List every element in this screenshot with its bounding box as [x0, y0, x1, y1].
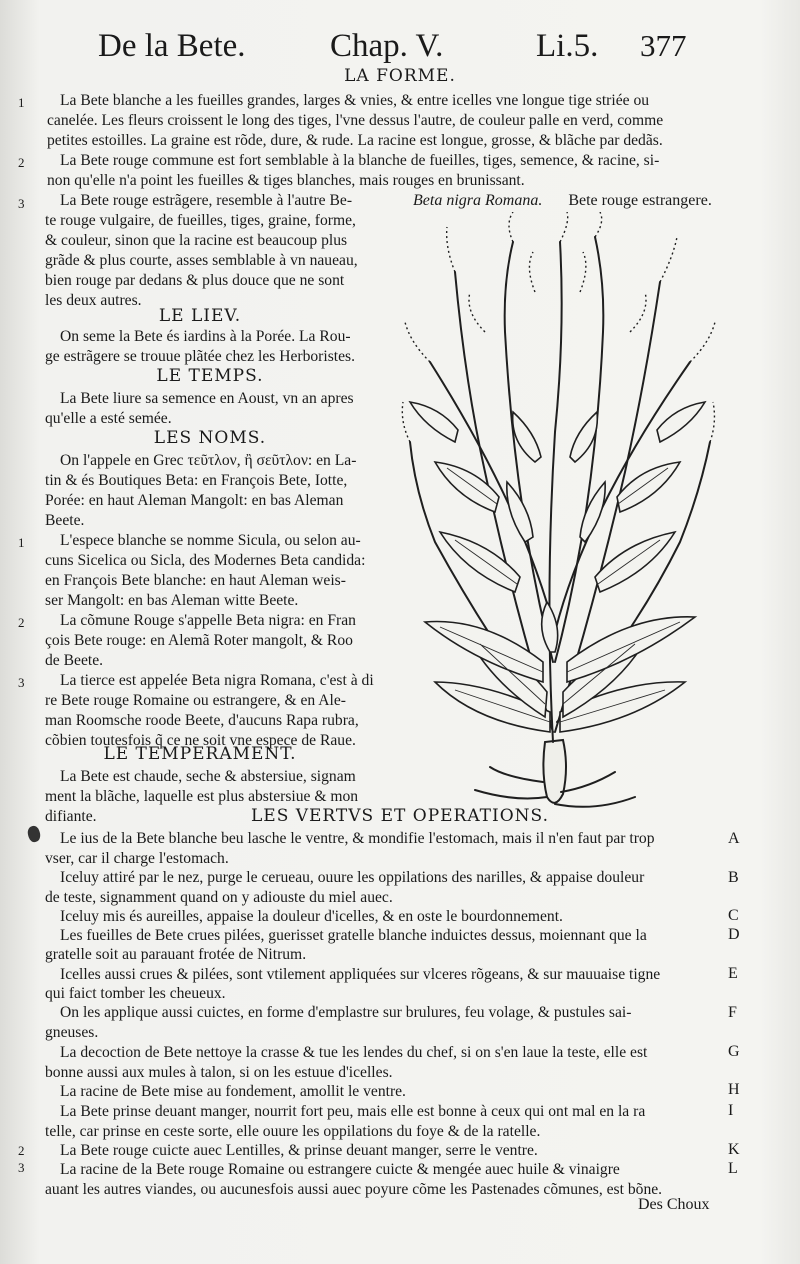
text-line: qui faict tomber les cheueux. — [45, 985, 226, 1002]
text-line: On les applique aussi cuictes, en forme d'emplastre sur brulures, feu volage, & pustules sai- — [60, 1004, 632, 1021]
text-line: difiante. — [45, 808, 97, 825]
text-line: La Bete prinse deuant manger, nourrit fort peu, mais elle est bonne à ceux qui ont mal en la ra — [60, 1103, 646, 1120]
margin-letter: E — [728, 965, 738, 982]
margin-number: 3 — [18, 675, 25, 690]
text-line: te rouge vulgaire, de fueilles, tiges, graine, forme, — [45, 212, 356, 229]
text-line: La racine de la Bete rouge Romaine ou estrangere cuicte & mengée auec huile & vinaigre — [60, 1161, 620, 1178]
figure-caption-latin: Beta nigra Romana. — [413, 192, 543, 209]
margin-number: 1 — [18, 95, 25, 110]
section-heading-temps: LE TEMPS. — [156, 366, 264, 386]
margin-number: 2 — [18, 615, 25, 630]
section-heading-lieu: LE LIEV. — [158, 306, 242, 326]
text-line: de Beete. — [45, 652, 104, 669]
text-line: telle, car prinse en ceste sorte, elle ouure les oppilations du foye & de la ratelle. — [45, 1123, 541, 1140]
text-line: cuns Sicelica ou Sicla, des Modernes Beta candida: — [45, 552, 366, 569]
text-line: non qu'elle n'a point les fueilles & tiges blanches, mais rouges en brunissant. — [47, 172, 525, 189]
text-line: La Bete rouge estrãgere, resemble à l'autre Be- — [60, 192, 353, 209]
margin-number: 3 — [18, 196, 25, 211]
margin-letter: G — [728, 1043, 740, 1060]
text-line: Beete. — [45, 512, 85, 529]
text-line: les deux autres. — [45, 292, 142, 309]
text-line: man Roomsche roode Beete, d'aucuns Rapa rubra, — [45, 712, 359, 729]
margin-letter: C — [728, 907, 739, 924]
running-head-chapter: Chap. V. — [330, 28, 444, 64]
text-line: La decoction de Bete nettoye la crasse & tue les lendes du chef, si on s'en laue la teste, elle est — [60, 1044, 648, 1061]
section-heading-noms: LES NOMS. — [153, 428, 267, 448]
text-line: & couleur, sinon que la racine est beaucoup plus — [45, 232, 348, 249]
text-line: La Bete blanche a les fueilles grandes, larges & vnies, & entre icelles vne longue tige striée ou — [60, 92, 650, 109]
figure-caption-french: Bete rouge estrangere. — [568, 192, 712, 209]
text-line: bonne aussi aux mules à talon, si on les estuue d'icelles. — [45, 1064, 393, 1081]
text-line: La Bete liure sa semence en Aoust, vn an apres — [60, 390, 354, 407]
running-head-book: Li.5. — [536, 28, 599, 64]
running-head-left: De la Bete. — [98, 28, 246, 64]
catchword: Des Choux — [638, 1196, 710, 1213]
section-heading-vertus: LES VERTVS ET OPERATIONS. — [251, 806, 549, 826]
text-line: auant les autres viandes, ou aucunesfois aussi auec poyure cõme les Pastenades cõmunes, est bõne. — [45, 1181, 663, 1198]
text-line: ment la blãche, laquelle est plus abstersiue & mon — [45, 788, 359, 805]
text-line: Les fueilles de Bete crues pilées, guerisset gratelle blanche induictes dessus, moiennant que la — [60, 927, 647, 944]
text-line: La tierce est appelée Beta nigra Romana, c'est à di — [60, 672, 374, 689]
text-line: La racine de Bete mise au fondement, amollit le ventre. — [60, 1083, 406, 1100]
text-line: On l'appele en Grec τεῦτλον, ἢ σεῦτλον: en La- — [60, 452, 357, 469]
text-line: La Bete rouge commune est fort semblable à la blanche de fueilles, tiges, semence, & racine, si- — [60, 152, 660, 169]
margin-number: 2 — [18, 1143, 25, 1158]
text-line: ge estrãgere se trouue plãtée chez les Herboristes. — [45, 348, 355, 365]
margin-letter: D — [728, 926, 740, 943]
text-line: petites estoilles. La graine est rõde, dure, & rude. La racine est longue, grosse, & blãche par dedãs. — [47, 132, 663, 149]
margin-letter: H — [728, 1081, 740, 1098]
section-heading-temperament: LE TEMPERAMENT. — [103, 744, 297, 764]
text-line: tin & és Boutiques Beta: en François Bete, Iotte, — [45, 472, 348, 489]
text-line: vser, car il charge l'estomach. — [45, 850, 229, 867]
text-line: gneuses. — [45, 1024, 99, 1041]
text-line: La Bete est chaude, seche & abstersiue, signam — [60, 768, 356, 785]
margin-letter: F — [728, 1004, 737, 1021]
margin-number: 2 — [18, 155, 25, 170]
beet-plant-woodcut — [395, 212, 720, 812]
text-line: çois Bete rouge: en Alemã Roter mangolt, & Roo — [45, 632, 353, 649]
text-line: canelée. Les fleurs croissent le long des tiges, l'vne dessus l'autre, de couleur palle en verd, comme — [47, 112, 664, 129]
margin-number: 3 — [18, 1160, 25, 1175]
margin-letter: B — [728, 869, 739, 886]
margin-letter: K — [728, 1141, 740, 1158]
margin-letter: L — [728, 1160, 738, 1177]
margin-number: 1 — [18, 535, 25, 550]
figure-caption — [413, 192, 712, 210]
text-line: cõbien toutesfois q̃ ce ne soit vne espece de Raue. — [45, 732, 356, 749]
text-line: grãde & plus courte, asses semblable à vn naueau, — [45, 252, 358, 269]
text-line: Iceluy mis és aureilles, appaise la douleur d'icelles, & en oste le bourdonnement. — [60, 908, 563, 925]
text-line: re Bete rouge Romaine ou estrangere, & en Ale- — [45, 692, 346, 709]
text-line: de teste, signamment quand on y adiouste du miel auec. — [45, 889, 393, 906]
page-number: 377 — [640, 28, 687, 63]
text-line: Le ius de la Bete blanche beu lasche le ventre, & mondifie l'estomach, mais il n'en faut par trop — [60, 830, 655, 847]
text-line: gratelle soit au parauant frotée de Nitrum. — [45, 946, 307, 963]
text-line: L'espece blanche se nomme Sicula, ou selon au- — [60, 532, 361, 549]
text-line: ser Mangolt: en bas Aleman witte Beete. — [45, 592, 299, 609]
text-line: Iceluy attiré par le nez, purge le cerueau, ouure les oppilations des narilles, & appaise douleur — [60, 869, 645, 886]
margin-letter: A — [728, 830, 740, 847]
text-line: On seme la Bete és iardins à la Porée. La Rou- — [60, 328, 351, 345]
text-line: en François Bete blanche: en haut Aleman weis- — [45, 572, 346, 589]
section-heading-forme: LA FORME. — [344, 66, 456, 86]
text-line: La cõmune Rouge s'appelle Beta nigra: en Fran — [60, 612, 356, 629]
text-line: bien rouge par dedans & plus douce que ne sont — [45, 272, 345, 289]
text-line: La Bete rouge cuicte auec Lentilles, & prinse deuant manger, serre le ventre. — [60, 1142, 538, 1159]
margin-letter: I — [728, 1102, 734, 1119]
text-line: Icelles aussi crues & pilées, sont vtilement appliquées sur vlceres rõgeans, & sur mauuaise tigne — [60, 966, 661, 983]
ink-blot — [26, 825, 42, 844]
text-line: Porée: en haut Aleman Mangolt: en bas Aleman — [45, 492, 344, 509]
text-line: qu'elle a esté semée. — [45, 410, 172, 427]
